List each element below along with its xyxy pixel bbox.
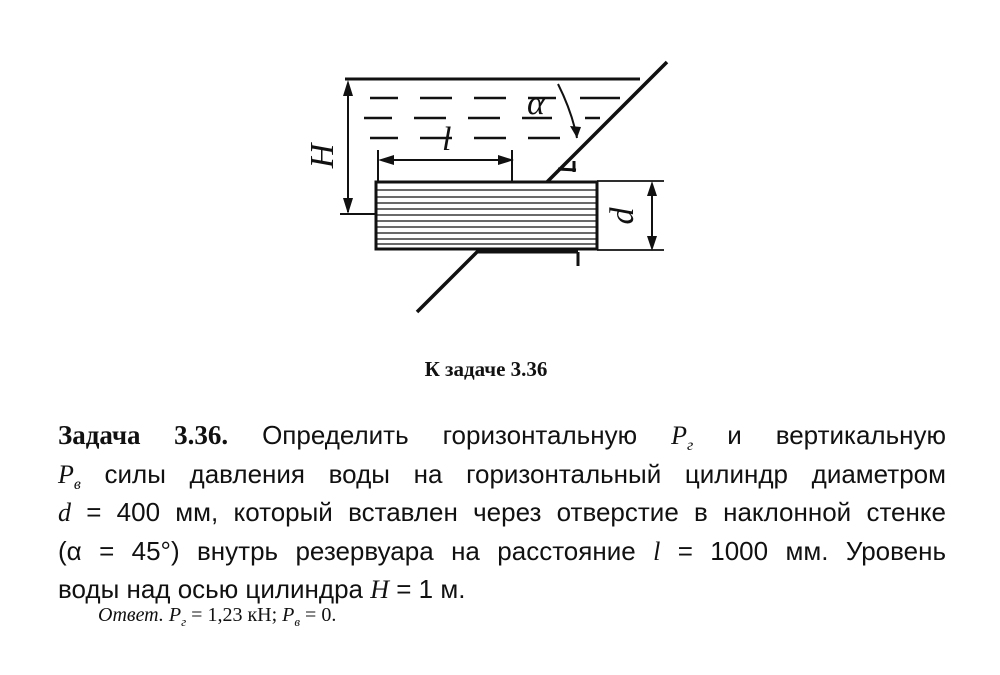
text-run: и вертикальную [693, 420, 946, 450]
symbol-P: $P_в$ [282, 604, 301, 629]
answer-value: = 0. [300, 604, 337, 626]
figure-caption: К задаче 3.36 [424, 357, 548, 381]
label-alpha: α [527, 85, 545, 122]
answer [98, 604, 336, 630]
symbol-P: $P_г$ [671, 421, 694, 455]
text-run: = 1000 мм. Уровень [660, 535, 946, 566]
answer-label: Ответ. [98, 604, 164, 626]
text-run: = 1 м. [389, 574, 466, 604]
text-run: Определить горизонтальную [228, 420, 672, 450]
text-run: = 400 мм, который вставлен через отверстие в наклонной стенке [71, 497, 946, 527]
problem-number: Задача 3.36. [58, 420, 229, 450]
text-run: воды над осью цилиндра [58, 574, 371, 604]
label-d: d [604, 207, 641, 225]
symbol-d: d [58, 498, 71, 527]
problem-line-2 [58, 455, 946, 494]
text-run: силы давления воды на горизонтальный цилиндр диаметром [80, 458, 946, 489]
problem-statement [58, 416, 946, 609]
symbol-P: $P_г$ [168, 604, 187, 629]
symbol-P: $P_в$ [58, 459, 81, 493]
cylinder [376, 182, 597, 249]
water-dashes [364, 98, 620, 138]
answer-value: = 1,23 кН; [186, 604, 283, 626]
problem-line-3 [58, 493, 946, 532]
label-l: l [442, 121, 452, 158]
text-run: (α = 45°) внутрь резервуара на расстояние [58, 535, 654, 566]
problem-line-5 [58, 570, 946, 609]
problem-line-1 [58, 416, 946, 455]
label-H: H [304, 143, 341, 169]
symbol-H: H [370, 575, 389, 604]
symbol-l: l [653, 536, 661, 566]
problem-line-4 [58, 532, 946, 571]
